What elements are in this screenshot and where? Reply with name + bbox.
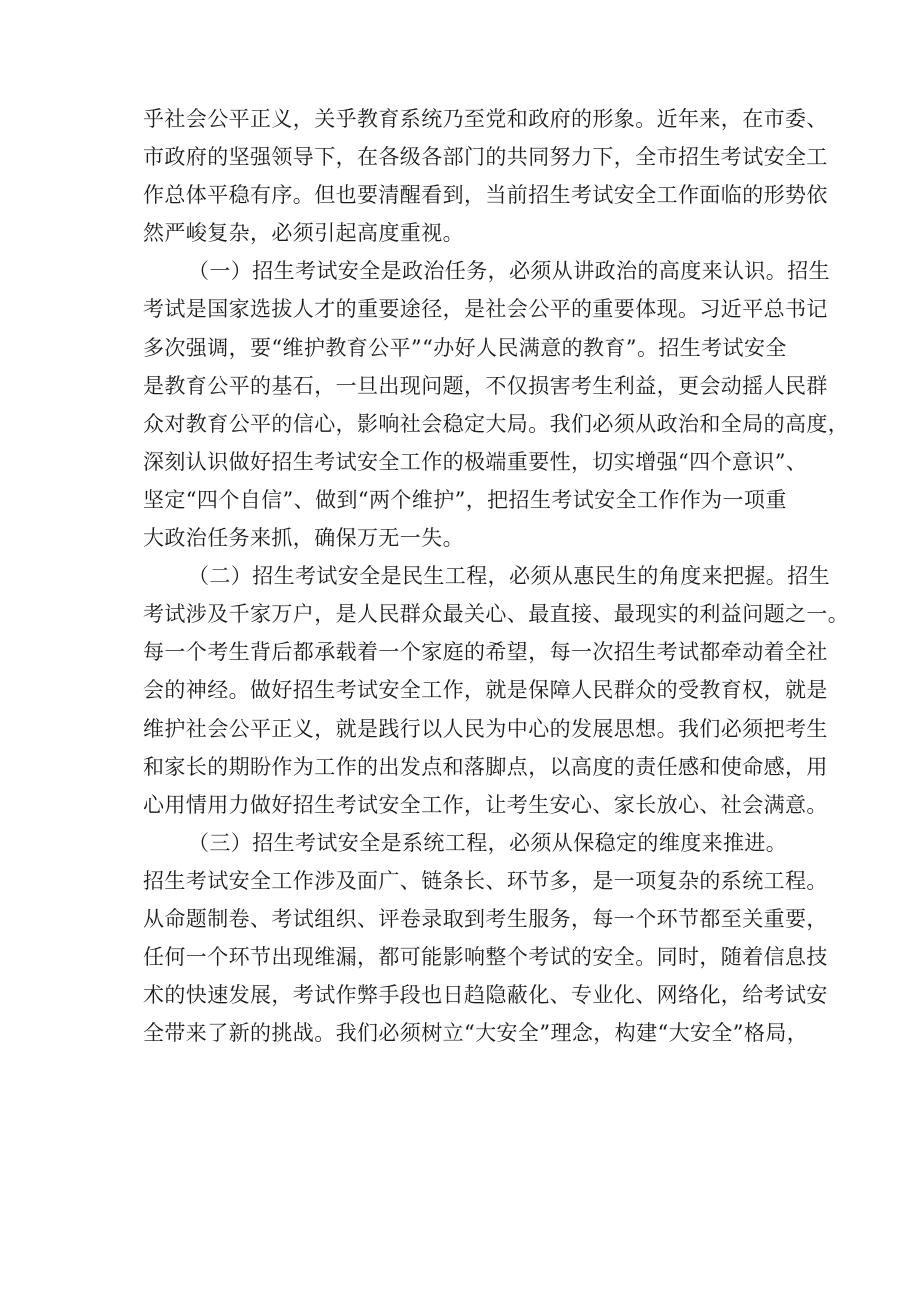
text-line: 坚定“四个自信”、做到“两个维护”，把招生考试安全工作作为一项重 [143, 487, 787, 512]
text-line: 作总体平稳有序。但也要清醒看到，当前招生考试安全工作面临的形势依 [143, 183, 828, 208]
text-line: 是教育公平的基石，一旦出现问题，不仅损害考生利益，更会动摇人民群 [143, 373, 828, 398]
text-line: 市政府的坚强领导下，在各级各部门的共同努力下，全市招生考试安全工 [143, 145, 828, 170]
section-heading-line: （一）招生考试安全是政治任务，必须从讲政治的高度来认识。招生 [188, 259, 830, 284]
text-line: 全带来了新的挑战。我们必须树立“大安全”理念，构建“大安全”格局， [143, 1021, 809, 1046]
body-text [143, 100, 850, 1052]
text-line: 任何一个环节出现维漏，都可能影响整个考试的安全。同时，随着信息技 [143, 945, 828, 970]
text-line: 乎社会公平正义，关乎教育系统乃至党和政府的形象。近年来，在市委、 [143, 107, 828, 131]
text-line: 众对教育公平的信心，影响社会稳定大局。我们必须从政治和全局的高度， [143, 411, 850, 436]
text-line: 多次强调，要“维护教育公平”“办好人民满意的教育”。招生考试安全 [143, 335, 787, 360]
section-heading-line: （二）招生考试安全是民生工程，必须从惠民生的角度来把握。招生 [188, 564, 830, 589]
text-line: 每一个考生背后都承载着一个家庭的希望，每一次招生考试都牵动着全社 [143, 640, 828, 665]
text-line: 大政治任务来抓，确保万无一失。 [143, 526, 464, 551]
text-line: 从命题制卷、考试组织、评卷录取到考生服务，每一个环节都至关重要， [143, 906, 828, 931]
text-line: 考试是国家选拔人才的重要途径，是社会公平的重要体现。习近平总书记 [143, 297, 828, 322]
text-line: 和家长的期盼作为工作的出发点和落脚点，以高度的责任感和使命感，用 [143, 754, 828, 779]
text-line: 考试涉及千家万户，是人民群众最关心、最直接、最现实的利益问题之一。 [143, 602, 850, 627]
text-line: 会的神经。做好招生考试安全工作，就是保障人民群众的受教育权，就是 [143, 678, 828, 703]
text-line: 维护社会公平正义，就是践行以人民为中心的发展思想。我们必须把考生 [143, 716, 828, 741]
text-line: 然严峻复杂，必须引起高度重视。 [143, 221, 464, 246]
text-line: 心用情用力做好招生考试安全工作，让考生安心、家长放心、社会满意。 [143, 792, 828, 817]
text-line: 深刻认识做好招生考试安全工作的极端重要性，切实增强“四个意识”、 [143, 449, 808, 474]
section-heading-line: （三）招生考试安全是系统工程，必须从保稳定的维度来推进。 [188, 830, 788, 855]
text-line: 招生考试安全工作涉及面广、链条长、环节多，是一项复杂的系统工程。 [143, 868, 828, 893]
text-line: 术的快速发展，考试作弊手段也日趋隐蔽化、专业化、网络化，给考试安 [143, 983, 828, 1008]
